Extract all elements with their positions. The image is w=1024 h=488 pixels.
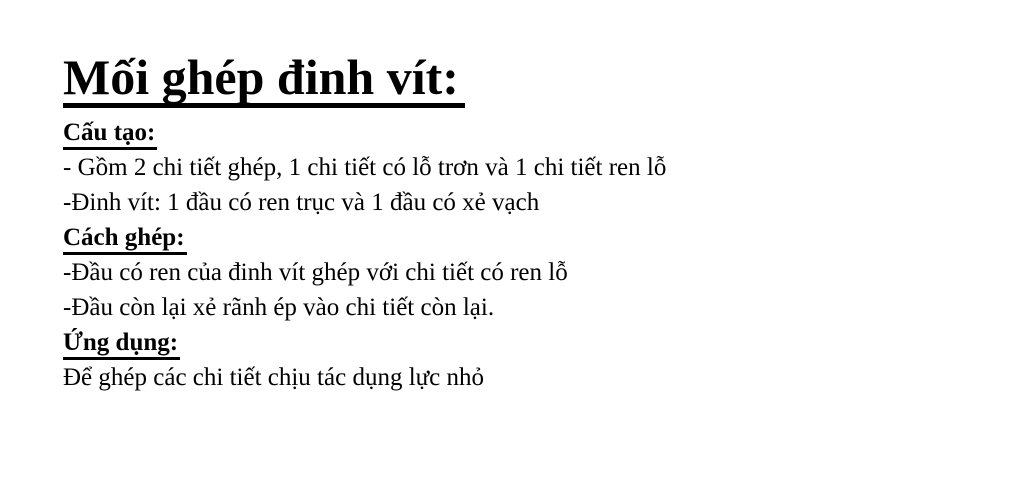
section-heading-ung-dung-text: Ứng dụng: [63, 328, 180, 360]
body-line: - Gồm 2 chi tiết ghép, 1 chi tiết có lỗ trơn và 1 chi tiết ren lỗ [63, 154, 667, 181]
body-line: -Đầu còn lại xẻ rãnh ép vào chi tiết còn lại. [63, 294, 495, 321]
body-line: Để ghép các chi tiết chịu tác dụng lực nhỏ [63, 364, 485, 391]
section-heading-cach-ghep [63, 220, 963, 255]
document-content [63, 49, 963, 395]
section-ung-dung [63, 325, 963, 395]
body-line: -Đầu có ren của đinh vít ghép với chi tiết có ren lỗ [63, 259, 568, 286]
document-title [63, 49, 963, 108]
section-heading-cau-tao-text: Cấu tạo: [63, 118, 157, 150]
section-heading-cau-tao [63, 115, 963, 150]
document-title-text: Mối ghép đinh vít: [63, 52, 465, 108]
section-cau-tao [63, 115, 963, 220]
section-heading-ung-dung [63, 325, 963, 360]
section-heading-cach-ghep-text: Cách ghép: [63, 223, 187, 255]
body-line: -Đinh vít: 1 đầu có ren trục và 1 đầu có xẻ vạch [63, 189, 540, 216]
section-cach-ghep [63, 220, 963, 325]
